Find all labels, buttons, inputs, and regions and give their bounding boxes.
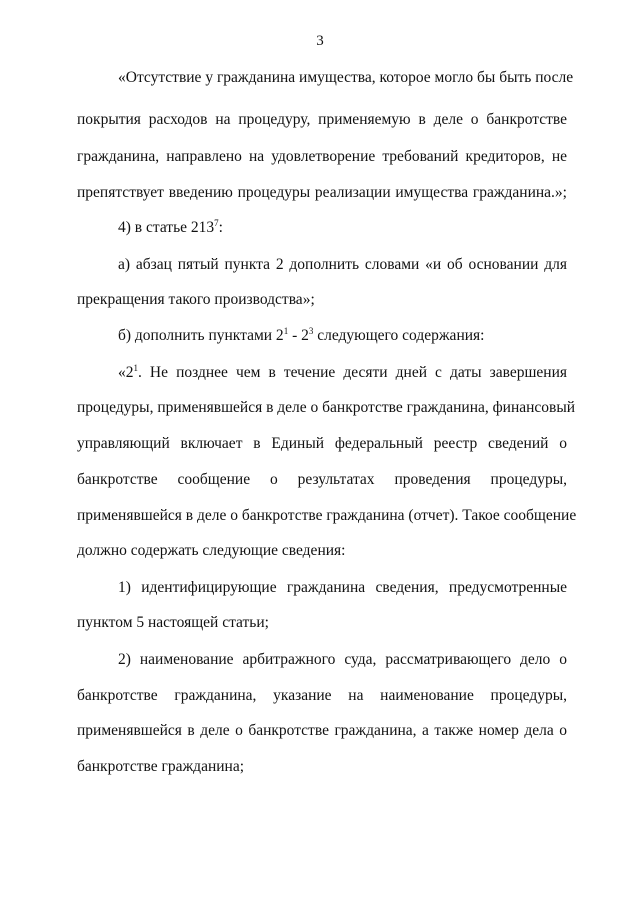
text-line: банкротстве сообщение о результатах проведения процедуры,: [77, 471, 567, 488]
text-segment: 4) в статье 213: [118, 219, 215, 236]
text-line: пунктом 5 настоящей статьи;: [77, 614, 269, 631]
text-line: применявшейся в деле о банкротстве гражданина, а также номер дела о: [77, 722, 567, 739]
text-segment: «2: [118, 364, 134, 381]
text-line: а) абзац пятый пункта 2 дополнить словами «и об основании для: [118, 256, 567, 273]
superscript: 1: [283, 326, 289, 336]
superscript: 3: [308, 326, 314, 336]
text-line: банкротстве гражданина;: [77, 758, 245, 775]
text-line: [118, 326, 567, 346]
text-line: должно содержать следующие сведения:: [77, 542, 346, 559]
text-segment: :: [218, 219, 223, 236]
text-line: покрытия расходов на процедуру, применяемую в деле о банкротстве: [77, 111, 567, 128]
text-line: 1) идентифицирующие гражданина сведения, предусмотренные: [118, 579, 567, 596]
text-line: банкротстве гражданина, указание на наименование процедуры,: [77, 687, 567, 704]
text-segment: - 2: [288, 327, 309, 344]
superscript: 1: [133, 363, 138, 373]
superscript: 7: [214, 218, 219, 228]
text-line: прекращения такого производства»;: [77, 291, 315, 308]
text-line: «Отсутствие у гражданина имущества, которое могло бы быть после: [118, 69, 574, 86]
text-segment: следующего содержания:: [313, 327, 485, 344]
text-line: процедуры, применявшейся в деле о банкротстве гражданина, финансовый: [77, 399, 576, 416]
text-line: препятствует введению процедуры реализации имущества гражданина.»;: [77, 184, 567, 201]
text-line: применявшейся в деле о банкротстве гражданина (отчет). Такое сообщение: [77, 507, 577, 524]
text-segment: б) дополнить пунктами 2: [118, 327, 284, 344]
text-segment: . Не позднее чем в течение десяти дней с даты завершения: [138, 364, 567, 381]
text-line: [118, 218, 567, 238]
text-line: [118, 363, 567, 383]
text-line: 2) наименование арбитражного суда, рассматривающего дело о: [118, 651, 567, 668]
text-line: гражданина, направлено на удовлетворение требований кредиторов, не: [77, 148, 567, 165]
page-number: 3: [316, 33, 324, 49]
text-line: управляющий включает в Единый федеральный реестр сведений о: [77, 435, 567, 452]
